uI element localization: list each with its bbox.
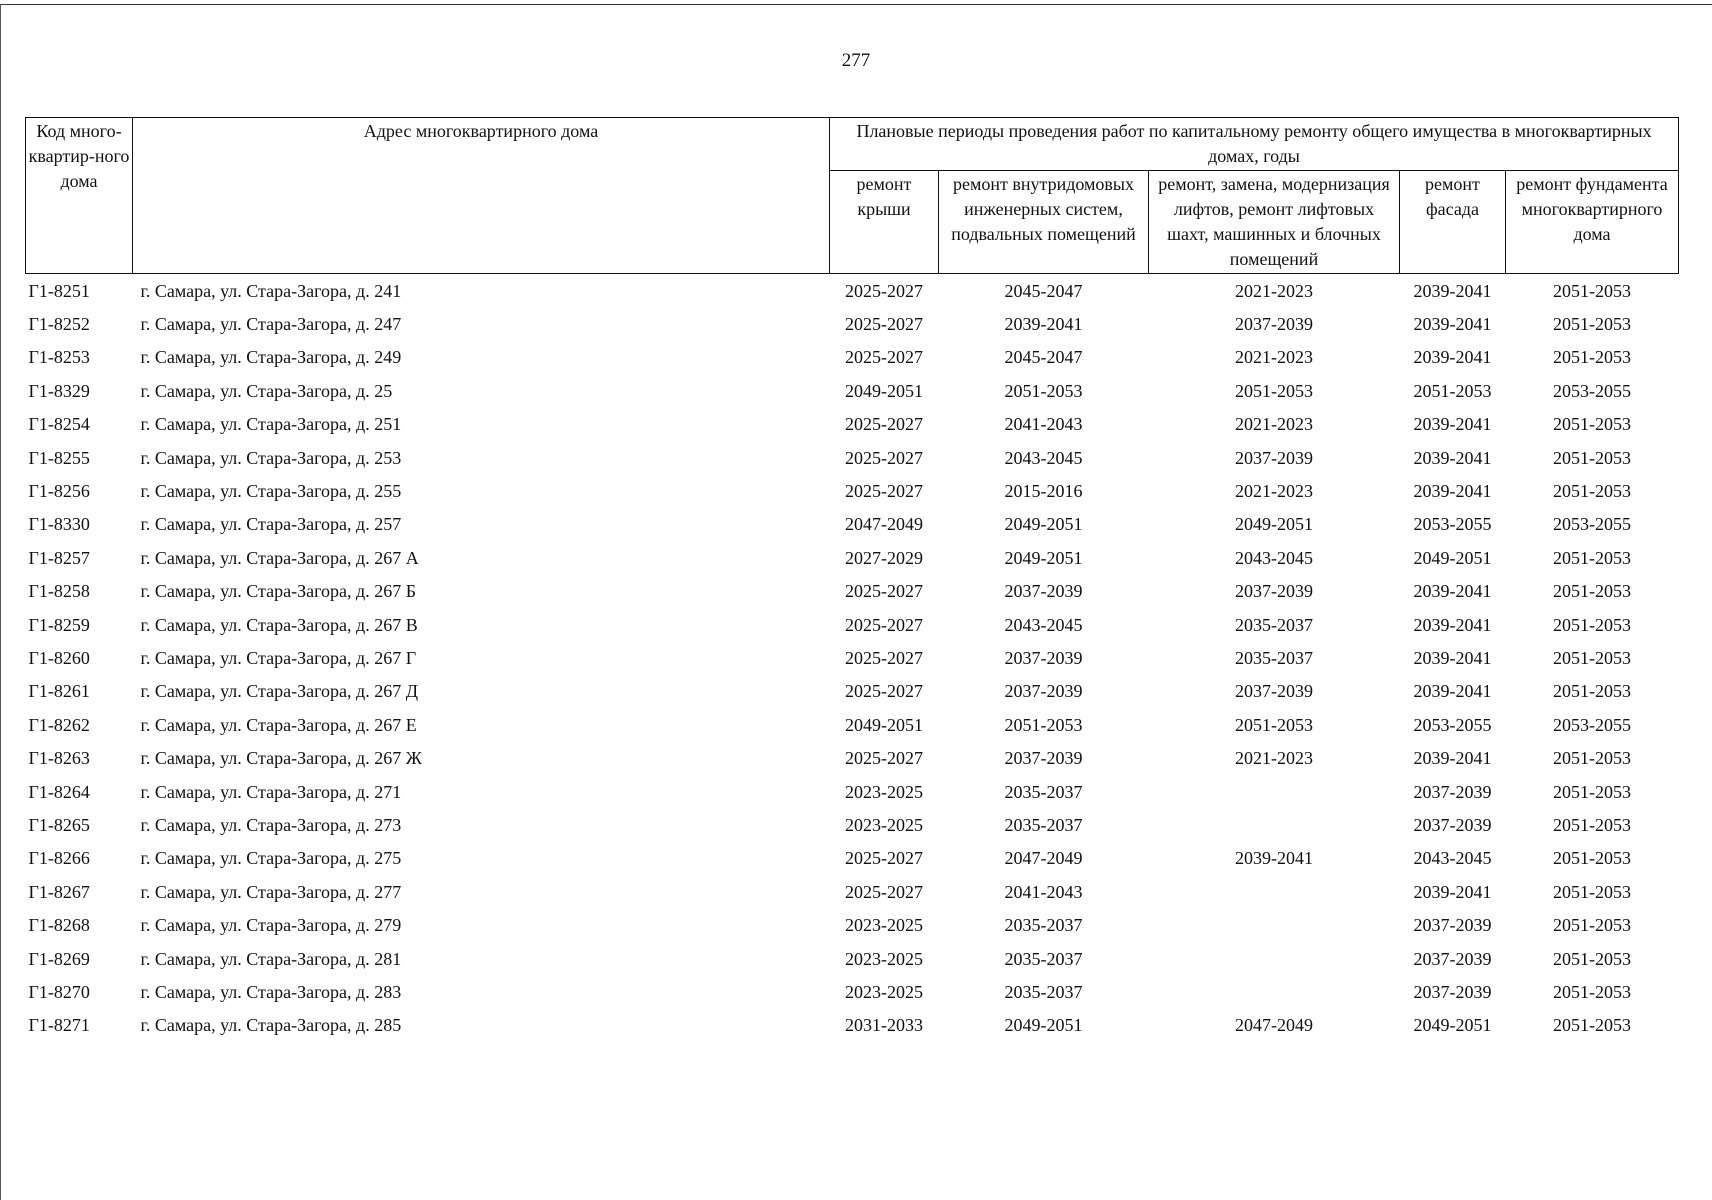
cell-facade: 2039-2041: [1413, 447, 1492, 468]
cell-foundation: 2051-2053: [1553, 280, 1631, 301]
cell-code: Г1-8258: [28, 581, 90, 602]
table-row: [26, 341, 1679, 374]
cell-address: г. Самара, ул. Стара-Загора, д. 267 Д: [140, 681, 418, 702]
cell-code: Г1-8253: [28, 347, 90, 368]
header-address: Адрес многоквартирного дома: [133, 118, 830, 274]
table-row: [26, 741, 1679, 774]
cell-systems: 2043-2045: [1004, 447, 1083, 468]
cell-foundation: 2051-2053: [1553, 614, 1631, 635]
table-row: [26, 474, 1679, 507]
cell-foundation: 2051-2053: [1553, 681, 1631, 702]
cell-lifts: 2043-2045: [1235, 547, 1313, 568]
cell-systems: 2045-2047: [1004, 280, 1083, 301]
cell-systems: 2037-2039: [1004, 681, 1083, 702]
cell-code: Г1-8269: [28, 948, 90, 969]
cell-address: г. Самара, ул. Стара-Загора, д. 253: [140, 447, 402, 468]
cell-code: Г1-8251: [28, 280, 90, 301]
cell-address: г. Самара, ул. Стара-Загора, д. 241: [140, 280, 402, 301]
cell-foundation: 2051-2053: [1553, 647, 1631, 668]
cell-systems: 2051-2053: [1004, 380, 1083, 401]
cell-code: Г1-8261: [28, 681, 90, 702]
cell-foundation: 2051-2053: [1553, 814, 1631, 835]
cell-foundation: 2053-2055: [1553, 514, 1631, 535]
cell-facade: 2039-2041: [1413, 347, 1492, 368]
cell-address: г. Самара, ул. Стара-Загора, д. 25: [140, 380, 393, 401]
cell-lifts: 2047-2049: [1235, 1015, 1313, 1036]
header-facade: ремонт фасада: [1400, 171, 1506, 274]
cell-address: г. Самара, ул. Стара-Загора, д. 283: [140, 981, 402, 1002]
cell-roof: 2025-2027: [845, 280, 923, 301]
cell-systems: 2035-2037: [1004, 814, 1083, 835]
cell-roof: 2025-2027: [845, 848, 923, 869]
cell-foundation: 2053-2055: [1553, 380, 1631, 401]
cell-facade: 2051-2053: [1413, 380, 1492, 401]
cell-code: Г1-8330: [28, 514, 90, 535]
header-periods: Плановые периоды проведения работ по капитальному ремонту общего имущества в многоквартирных домах, годы: [830, 118, 1679, 171]
cell-facade: 2053-2055: [1413, 714, 1492, 735]
repair-schedule-table: [25, 117, 1679, 1042]
cell-lifts: 2021-2023: [1235, 347, 1313, 368]
header-lifts: ремонт, замена, модернизация лифтов, ремонт лифтовых шахт, машинных и блочных помещений: [1149, 171, 1400, 274]
table-row: [26, 875, 1679, 908]
cell-lifts: 2035-2037: [1235, 647, 1313, 668]
table-row: [26, 608, 1679, 641]
cell-address: г. Самара, ул. Стара-Загора, д. 257: [140, 514, 402, 535]
cell-roof: 2023-2025: [845, 948, 923, 969]
cell-roof: 2025-2027: [845, 581, 923, 602]
cell-foundation: 2051-2053: [1553, 414, 1631, 435]
cell-facade: 2039-2041: [1413, 280, 1492, 301]
page-number: 277: [841, 50, 871, 71]
cell-systems: 2047-2049: [1004, 848, 1083, 869]
cell-facade: 2037-2039: [1413, 981, 1492, 1002]
cell-foundation: 2051-2053: [1553, 1015, 1631, 1036]
cell-foundation: 2051-2053: [1553, 447, 1631, 468]
cell-address: г. Самара, ул. Стара-Загора, д. 249: [140, 347, 402, 368]
cell-facade: 2039-2041: [1413, 881, 1492, 902]
cell-address: г. Самара, ул. Стара-Загора, д. 255: [140, 481, 402, 502]
cell-systems: 2043-2045: [1004, 614, 1083, 635]
cell-lifts: [1149, 908, 1400, 941]
cell-address: г. Самара, ул. Стара-Загора, д. 275: [140, 848, 402, 869]
cell-foundation: 2051-2053: [1553, 881, 1631, 902]
cell-facade: 2053-2055: [1413, 514, 1492, 535]
cell-address: г. Самара, ул. Стара-Загора, д. 267 Е: [140, 714, 417, 735]
cell-foundation: 2051-2053: [1553, 547, 1631, 568]
cell-facade: 2039-2041: [1413, 581, 1492, 602]
cell-facade: 2039-2041: [1413, 414, 1492, 435]
cell-code: Г1-8267: [28, 881, 90, 902]
cell-address: г. Самара, ул. Стара-Загора, д. 277: [140, 881, 402, 902]
cell-facade: 2039-2041: [1413, 614, 1492, 635]
cell-lifts: [1149, 975, 1400, 1008]
header-foundation: ремонт фундамента многоквартирного дома: [1506, 171, 1679, 274]
table-row: [26, 908, 1679, 941]
cell-roof: 2025-2027: [845, 681, 923, 702]
cell-code: Г1-8264: [28, 781, 90, 802]
cell-systems: 2037-2039: [1004, 748, 1083, 769]
table-row: [26, 775, 1679, 808]
cell-lifts: 2051-2053: [1235, 380, 1313, 401]
cell-foundation: 2051-2053: [1553, 848, 1631, 869]
table-row: [26, 675, 1679, 708]
cell-address: г. Самара, ул. Стара-Загора, д. 267 В: [140, 614, 418, 635]
cell-facade: 2039-2041: [1413, 481, 1492, 502]
cell-roof: 2025-2027: [845, 748, 923, 769]
cell-systems: 2037-2039: [1004, 581, 1083, 602]
cell-code: Г1-8259: [28, 614, 90, 635]
cell-lifts: [1149, 875, 1400, 908]
cell-roof: 2023-2025: [845, 915, 923, 936]
cell-lifts: [1149, 942, 1400, 975]
table-row: [26, 441, 1679, 474]
cell-roof: 2025-2027: [845, 881, 923, 902]
cell-systems: 2041-2043: [1004, 881, 1083, 902]
cell-code: Г1-8265: [28, 814, 90, 835]
cell-address: г. Самара, ул. Стара-Загора, д. 273: [140, 814, 402, 835]
cell-address: г. Самара, ул. Стара-Загора, д. 247: [140, 314, 402, 335]
cell-systems: 2051-2053: [1004, 714, 1083, 735]
page-border-left: [0, 4, 1, 1200]
cell-code: Г1-8260: [28, 647, 90, 668]
cell-code: Г1-8257: [28, 547, 90, 568]
cell-address: г. Самара, ул. Стара-Загора, д. 271: [140, 781, 402, 802]
cell-roof: 2031-2033: [845, 1015, 923, 1036]
cell-lifts: 2037-2039: [1235, 581, 1313, 602]
cell-foundation: 2051-2053: [1553, 347, 1631, 368]
table-row: [26, 808, 1679, 841]
cell-systems: 2041-2043: [1004, 414, 1083, 435]
table-row: [26, 842, 1679, 875]
page-border-top: [0, 4, 1712, 5]
cell-foundation: 2051-2053: [1553, 481, 1631, 502]
cell-facade: 2043-2045: [1413, 848, 1492, 869]
cell-facade: 2049-2051: [1413, 547, 1492, 568]
cell-roof: 2023-2025: [845, 814, 923, 835]
cell-foundation: 2051-2053: [1553, 948, 1631, 969]
cell-systems: 2049-2051: [1004, 1015, 1083, 1036]
cell-roof: 2025-2027: [845, 614, 923, 635]
table-row: [26, 708, 1679, 741]
cell-lifts: 2021-2023: [1235, 280, 1313, 301]
cell-facade: 2039-2041: [1413, 314, 1492, 335]
table-row: [26, 508, 1679, 541]
cell-lifts: 2021-2023: [1235, 748, 1313, 769]
cell-roof: 2025-2027: [845, 347, 923, 368]
cell-lifts: 2021-2023: [1235, 481, 1313, 502]
header-roof: ремонт крыши: [830, 171, 939, 274]
cell-facade: 2037-2039: [1413, 948, 1492, 969]
cell-foundation: 2051-2053: [1553, 314, 1631, 335]
cell-facade: 2037-2039: [1413, 781, 1492, 802]
cell-code: Г1-8270: [28, 981, 90, 1002]
table-row: [26, 641, 1679, 674]
cell-code: Г1-8271: [28, 1015, 90, 1036]
cell-lifts: [1149, 775, 1400, 808]
cell-roof: 2025-2027: [845, 447, 923, 468]
cell-roof: 2027-2029: [845, 547, 923, 568]
cell-code: Г1-8263: [28, 748, 90, 769]
cell-foundation: 2051-2053: [1553, 915, 1631, 936]
cell-systems: 2049-2051: [1004, 547, 1083, 568]
cell-lifts: 2037-2039: [1235, 447, 1313, 468]
cell-systems: 2045-2047: [1004, 347, 1083, 368]
cell-code: Г1-8252: [28, 314, 90, 335]
cell-facade: 2039-2041: [1413, 748, 1492, 769]
cell-systems: 2049-2051: [1004, 514, 1083, 535]
cell-code: Г1-8262: [28, 714, 90, 735]
cell-lifts: 2039-2041: [1235, 848, 1313, 869]
cell-lifts: 2049-2051: [1235, 514, 1313, 535]
table-row: [26, 942, 1679, 975]
cell-roof: 2025-2027: [845, 314, 923, 335]
cell-facade: 2039-2041: [1413, 647, 1492, 668]
cell-systems: 2037-2039: [1004, 647, 1083, 668]
cell-systems: 2015-2016: [1004, 481, 1083, 502]
cell-facade: 2049-2051: [1413, 1015, 1492, 1036]
cell-code: Г1-8329: [28, 380, 90, 401]
table-row: [26, 274, 1679, 308]
cell-roof: 2025-2027: [845, 481, 923, 502]
cell-roof: 2023-2025: [845, 781, 923, 802]
cell-systems: 2039-2041: [1004, 314, 1083, 335]
table-row: [26, 575, 1679, 608]
cell-roof: 2047-2049: [845, 514, 923, 535]
table-row: [26, 307, 1679, 340]
table-row: [26, 408, 1679, 441]
cell-roof: 2049-2051: [845, 380, 923, 401]
cell-address: г. Самара, ул. Стара-Загора, д. 267 Г: [140, 647, 417, 668]
cell-facade: 2037-2039: [1413, 814, 1492, 835]
cell-systems: 2035-2037: [1004, 915, 1083, 936]
cell-lifts: 2051-2053: [1235, 714, 1313, 735]
cell-foundation: 2051-2053: [1553, 748, 1631, 769]
header-code: Код много-квартир-ного дома: [26, 118, 133, 274]
cell-roof: 2023-2025: [845, 981, 923, 1002]
cell-systems: 2035-2037: [1004, 948, 1083, 969]
cell-code: Г1-8266: [28, 848, 90, 869]
cell-lifts: 2021-2023: [1235, 414, 1313, 435]
cell-code: Г1-8254: [28, 414, 90, 435]
cell-lifts: 2037-2039: [1235, 681, 1313, 702]
cell-facade: 2037-2039: [1413, 915, 1492, 936]
cell-code: Г1-8256: [28, 481, 90, 502]
cell-foundation: 2053-2055: [1553, 714, 1631, 735]
cell-code: Г1-8255: [28, 447, 90, 468]
table-row: [26, 541, 1679, 574]
cell-systems: 2035-2037: [1004, 981, 1083, 1002]
cell-address: г. Самара, ул. Стара-Загора, д. 267 Б: [140, 581, 417, 602]
cell-lifts: 2037-2039: [1235, 314, 1313, 335]
header-systems: ремонт внутридомовых инженерных систем, подвальных помещений: [939, 171, 1149, 274]
cell-lifts: [1149, 808, 1400, 841]
cell-systems: 2035-2037: [1004, 781, 1083, 802]
cell-address: г. Самара, ул. Стара-Загора, д. 281: [140, 948, 402, 969]
cell-foundation: 2051-2053: [1553, 981, 1631, 1002]
cell-facade: 2039-2041: [1413, 681, 1492, 702]
cell-code: Г1-8268: [28, 915, 90, 936]
table-row: [26, 1009, 1679, 1042]
cell-address: г. Самара, ул. Стара-Загора, д. 267 Ж: [140, 748, 422, 769]
cell-roof: 2049-2051: [845, 714, 923, 735]
cell-roof: 2025-2027: [845, 647, 923, 668]
table-row: [26, 975, 1679, 1008]
table-row: [26, 374, 1679, 407]
cell-foundation: 2051-2053: [1553, 781, 1631, 802]
cell-foundation: 2051-2053: [1553, 581, 1631, 602]
cell-address: г. Самара, ул. Стара-Загора, д. 251: [140, 414, 402, 435]
table-body: [26, 274, 1679, 1042]
cell-address: г. Самара, ул. Стара-Загора, д. 285: [140, 1015, 402, 1036]
cell-address: г. Самара, ул. Стара-Загора, д. 279: [140, 915, 402, 936]
cell-lifts: 2035-2037: [1235, 614, 1313, 635]
cell-roof: 2025-2027: [845, 414, 923, 435]
cell-address: г. Самара, ул. Стара-Загора, д. 267 А: [140, 547, 419, 568]
